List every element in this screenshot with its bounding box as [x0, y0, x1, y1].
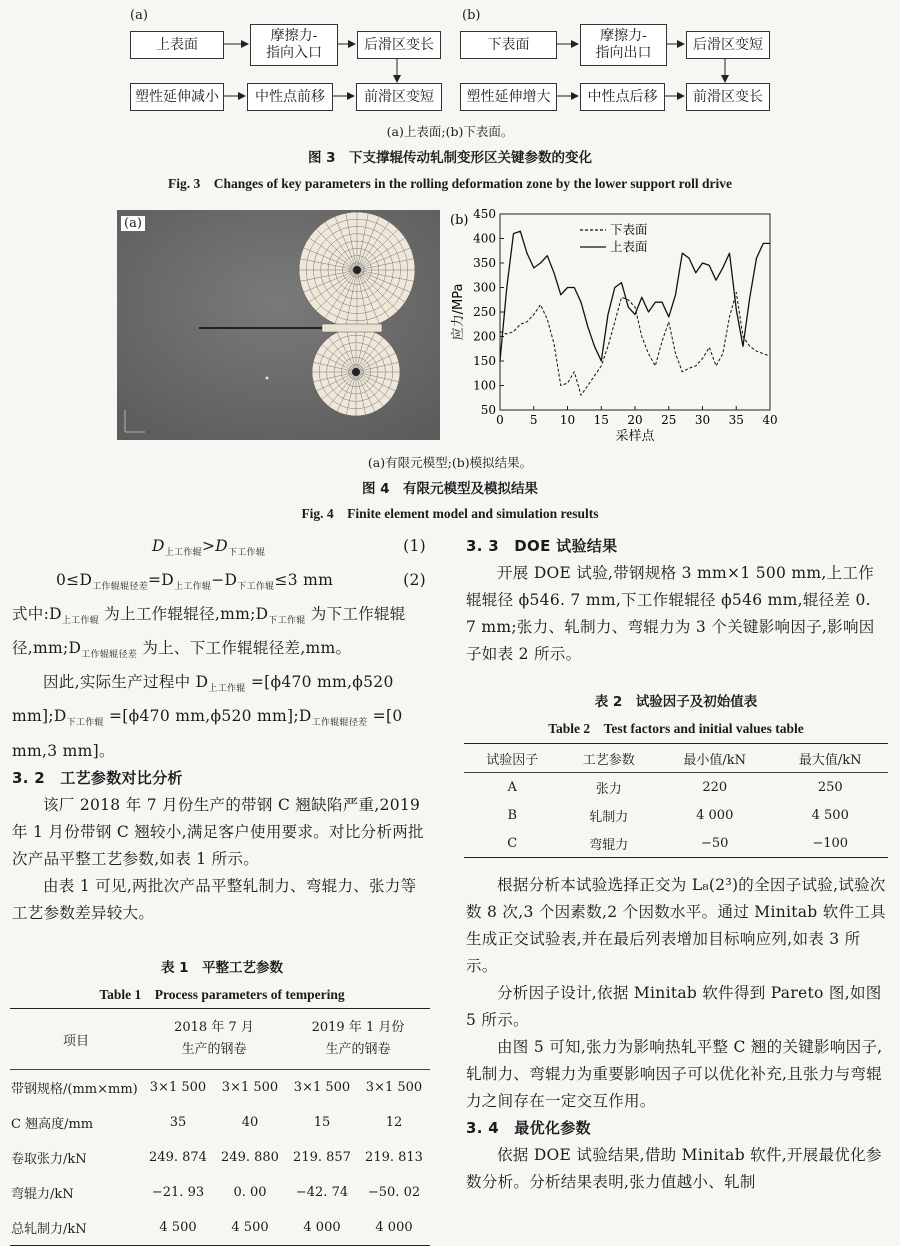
section-3-3-para-1: 开展 DOE 试验,带钢规格 3 mm×1 500 mm,上工作辊辊径 ϕ546. 7 mm,下工作辊辊径 ϕ546 mm,辊径差 0. 7 mm;张力、轧制力、弯辊力为 3 个关键影响因子,影响因子如表 2 所示。	[466, 564, 875, 663]
eq2-b: =D	[148, 571, 175, 590]
table1-header-2018: 2018 年 7 月 生产的钢卷	[174, 1020, 254, 1057]
section-3-3-para-2: 根据分析本试验选择正交为 L₈(2³)的全因子试验,试验次数 8 次,3 个因素数,2 个因数水平。通过 Minitab 软件工具生成正交试验表,并在最后列表增加目标响应列,如表 3 所示。	[466, 876, 886, 975]
range-a: 因此,实际生产过程中 D	[43, 673, 209, 692]
table2-cell: 4 500	[811, 807, 849, 823]
table-row	[10, 1070, 430, 1106]
eq2-sub2: 上工作辊	[174, 582, 212, 593]
table2-cell: −50	[701, 835, 729, 851]
table1-caption-en: Table 1 Process parameters of tempering	[99, 987, 345, 1002]
x-tick-label: 15	[593, 413, 609, 427]
fig3-subcaption: (a)上表面;(b)下表面。	[386, 124, 514, 139]
fig3-caption-cn: 图 3 下支撑辊传动轧制变形区关键参数的变化	[307, 150, 593, 166]
lower-roll-mesh	[312, 328, 400, 416]
stress-chart	[448, 208, 788, 444]
section-3-2-para-2: 由表 1 可见,两批次产品平整轧制力、弯辊力、张力等工艺参数差异较大。	[12, 876, 417, 922]
section-3-3-heading: 3. 3 DOE 试验结果	[466, 537, 618, 555]
where-1-sub: 上工作辊	[61, 616, 100, 627]
x-axis-label: 采样点	[615, 429, 655, 444]
fem-mesh-drawing	[117, 210, 440, 440]
table1-cell: 249. 880	[221, 1150, 279, 1165]
range-a-sub: 上工作辊	[208, 684, 246, 695]
legend-label: 下表面	[610, 222, 648, 237]
table1-row-label: 带钢规格/(mm×mm)	[11, 1082, 138, 1097]
table1-cell: −42. 74	[295, 1185, 349, 1200]
x-tick-label: 30	[694, 413, 711, 427]
table-row	[464, 829, 888, 858]
series-line-lower-surface	[500, 292, 770, 395]
where-1: 式中:D	[12, 605, 62, 624]
table-row	[10, 1105, 430, 1140]
table1-cell: 3×1 500	[293, 1080, 351, 1095]
table1-cell: 219. 857	[293, 1150, 351, 1165]
table2-cell: 张力	[595, 781, 622, 797]
table1-cell: 3×1 500	[149, 1080, 207, 1095]
fig4-panel-a-label: (a)	[121, 216, 145, 231]
y-tick-label: 200	[473, 329, 496, 344]
y-tick-label: 250	[473, 305, 496, 319]
table1-cell: 4 000	[303, 1220, 341, 1235]
eq2-number: (2)	[403, 571, 426, 590]
fem-model-image	[117, 210, 440, 440]
fig4-panel-b-label: (b)	[450, 213, 469, 228]
x-tick-label: 25	[661, 413, 677, 427]
eq1-mid: >D	[201, 537, 228, 555]
table1-row-label: 卷取张力/kN	[11, 1152, 87, 1167]
x-tick-label: 40	[762, 413, 778, 427]
table2-cell: 弯辊力	[589, 837, 629, 853]
table2-cell: 4 000	[696, 807, 734, 823]
fig3-panel-b-label: (b)	[462, 8, 481, 23]
table2-header-min: 最小值/kN	[683, 752, 747, 768]
fig3a-box-5: 中性点前移	[247, 83, 333, 111]
fig4-caption-en: Fig. 4 Finite element model and simulation results	[301, 506, 599, 521]
fig3a-box-2: 摩擦力- 指向入口	[250, 24, 338, 66]
table2-caption-cn: 表 2 试验因子及初始值表	[594, 694, 758, 710]
eq1-sub-lower: 下工作辊	[227, 548, 266, 559]
table2-cell: 220	[702, 779, 728, 795]
fig3-caption-en: Fig. 3 Changes of key parameters in the rolling deformation zone by the lower support roll drive	[168, 176, 732, 191]
table2-header-row	[464, 744, 888, 773]
table2-header-max: 最大值/kN	[798, 752, 862, 768]
table1-cell: −21. 93	[151, 1185, 205, 1200]
section-3-4-heading: 3. 4 最优化参数	[466, 1119, 591, 1137]
table2-caption-en: Table 2 Test factors and initial values table	[548, 721, 804, 736]
eq1-d: D	[152, 537, 165, 555]
table1-cell: 0. 00	[233, 1185, 267, 1200]
table1-cell: 4 500	[231, 1220, 269, 1235]
table2-cell: −100	[812, 835, 849, 851]
eq2-a: 0≤D	[56, 571, 93, 590]
y-tick-label: 100	[473, 378, 496, 393]
y-tick-label: 150	[473, 354, 496, 368]
right-column-top	[466, 533, 886, 668]
y-tick-label: 300	[473, 280, 496, 295]
y-tick-label: 50	[480, 403, 496, 417]
x-tick-label: 5	[529, 413, 538, 427]
section-3-4-para-1: 依据 DOE 试验结果,借助 Minitab 软件,开展最优化参数分析。分析结果表明,张力值越小、轧制	[466, 1146, 882, 1191]
table2-header-factor: 试验因子	[486, 752, 539, 768]
fig3a-box-3: 后滑区变长	[357, 31, 441, 59]
table1-body	[10, 1070, 430, 1246]
table1-cell: 40	[241, 1115, 259, 1130]
table1-cell: −50. 02	[367, 1185, 421, 1200]
fig3b-box-3: 后滑区变短	[686, 31, 770, 59]
table-row	[10, 1140, 430, 1175]
fig3a-box-4: 塑性延伸减小	[130, 83, 224, 111]
y-tick-label: 450	[473, 208, 496, 221]
eq2-d: ≤3 mm	[274, 571, 334, 590]
table-1	[10, 1008, 430, 1246]
legend-label: 上表面	[610, 239, 648, 254]
y-tick-label: 400	[473, 231, 496, 246]
where-3: 为下工作辊辊径,mm;D	[12, 605, 406, 658]
range-b: =[ϕ470 mm,ϕ520 mm];D	[12, 673, 394, 726]
fig4-caption-cn: 图 4 有限元模型及模拟结果	[361, 481, 539, 497]
fig3-panel-a-label: (a)	[130, 8, 148, 23]
table-row	[464, 773, 888, 802]
table-row	[10, 1210, 430, 1246]
eq2-sub3: 下工作辊	[237, 582, 275, 593]
table1-cell: 4 500	[159, 1220, 197, 1235]
equation-2	[12, 567, 432, 601]
table-row	[464, 801, 888, 829]
fig3b-box-6: 前滑区变长	[686, 83, 770, 111]
y-tick-label: 350	[473, 256, 496, 270]
right-column-bottom	[466, 872, 886, 1196]
table2-cell: 轧制力	[589, 809, 629, 825]
table1-header-row	[10, 1009, 430, 1070]
table2-body	[464, 773, 888, 858]
equation-1	[12, 533, 432, 567]
table1-cell: 12	[385, 1115, 403, 1130]
fig3b-box-5: 中性点后移	[580, 83, 665, 111]
fig3a-box-6: 前滑区变短	[356, 83, 442, 111]
range-c: =[ϕ470 mm,ϕ520 mm];D	[103, 707, 312, 726]
table-row	[10, 1175, 430, 1210]
table1-cell: 35	[169, 1115, 187, 1130]
section-3-3-para-3: 分析因子设计,依据 Minitab 软件得到 Pareto 图,如图 5 所示。	[466, 984, 882, 1029]
table1-header-2019: 2019 年 1 月份 生产的钢卷	[311, 1020, 405, 1057]
table2-cell: B	[507, 807, 518, 823]
where-2: 为上工作辊辊径,mm;D	[99, 605, 269, 624]
table1-caption-cn: 表 1 平整工艺参数	[160, 960, 284, 976]
table-2	[464, 743, 888, 858]
table1-cell: 15	[313, 1115, 331, 1130]
upper-roll-mesh	[299, 212, 415, 328]
x-tick-label: 35	[728, 413, 744, 427]
section-3-2-para-1: 该厂 2018 年 7 月份生产的带钢 C 翘缺陷严重,2019 年 1 月份带钢 C 翘较小,满足客户使用要求。对比分析两批次产品平整工艺参数,如表 1 所示。	[12, 795, 424, 868]
where-paragraph	[12, 601, 432, 669]
eq1-sub-upper: 上工作辊	[164, 548, 202, 559]
range-b-sub: 下工作辊	[66, 718, 104, 729]
table2-cell: C	[507, 835, 518, 851]
table1-row-label: C 翘高度/mm	[11, 1117, 94, 1132]
table1-row-label: 弯辊力/kN	[11, 1187, 74, 1202]
x-tick-label: 20	[627, 413, 643, 427]
table1-header-item: 项目	[62, 1033, 89, 1049]
fig3b-box-1: 下表面	[460, 31, 557, 59]
where-3-sub: 工作辊辊径差	[81, 650, 138, 661]
table1-cell: 3×1 500	[221, 1080, 279, 1095]
section-3-2-heading: 3. 2 工艺参数对比分析	[12, 768, 183, 787]
table1-cell: 3×1 500	[365, 1080, 423, 1095]
fig3a-box-1: 上表面	[130, 31, 224, 59]
range-c-sub: 工作辊辊径差	[311, 718, 368, 729]
left-column	[12, 533, 432, 927]
table1-row-label: 总轧制力/kN	[11, 1222, 87, 1237]
where-2-sub: 下工作辊	[268, 616, 306, 627]
eq2-sub1: 工作辊辊径差	[92, 582, 148, 593]
table2-cell: 250	[817, 779, 843, 795]
fig3b-box-2: 摩擦力- 指向出口	[580, 24, 667, 66]
eq2-c: −D	[211, 571, 238, 590]
where-4: 为上、下工作辊辊径差,mm。	[137, 639, 352, 658]
strip-mesh	[322, 324, 382, 332]
table2-header-param: 工艺参数	[582, 752, 635, 768]
x-tick-label: 10	[559, 413, 576, 427]
range-paragraph	[12, 669, 432, 764]
table1-cell: 4 000	[375, 1220, 413, 1235]
fig3b-box-4: 塑性延伸增大	[460, 83, 557, 111]
y-axis-label: 应力/MPa	[451, 283, 466, 341]
table1-cell: 219. 813	[365, 1150, 423, 1165]
range-d: =[0 mm,3 mm]。	[12, 707, 403, 760]
eq1-number: (1)	[403, 537, 426, 555]
table2-cell: A	[507, 779, 517, 795]
table1-cell: 249. 874	[149, 1150, 207, 1165]
x-tick-label: 0	[496, 413, 504, 427]
fig4-subcaption: (a)有限元模型;(b)模拟结果。	[367, 455, 533, 470]
section-3-3-para-4: 由图 5 可知,张力为影响热轧平整 C 翘的关键影响因子,轧制力、弯辊力为重要影响因子可以优化补充,且张力与弯辊力之间存在一定交互作用。	[466, 1038, 883, 1110]
